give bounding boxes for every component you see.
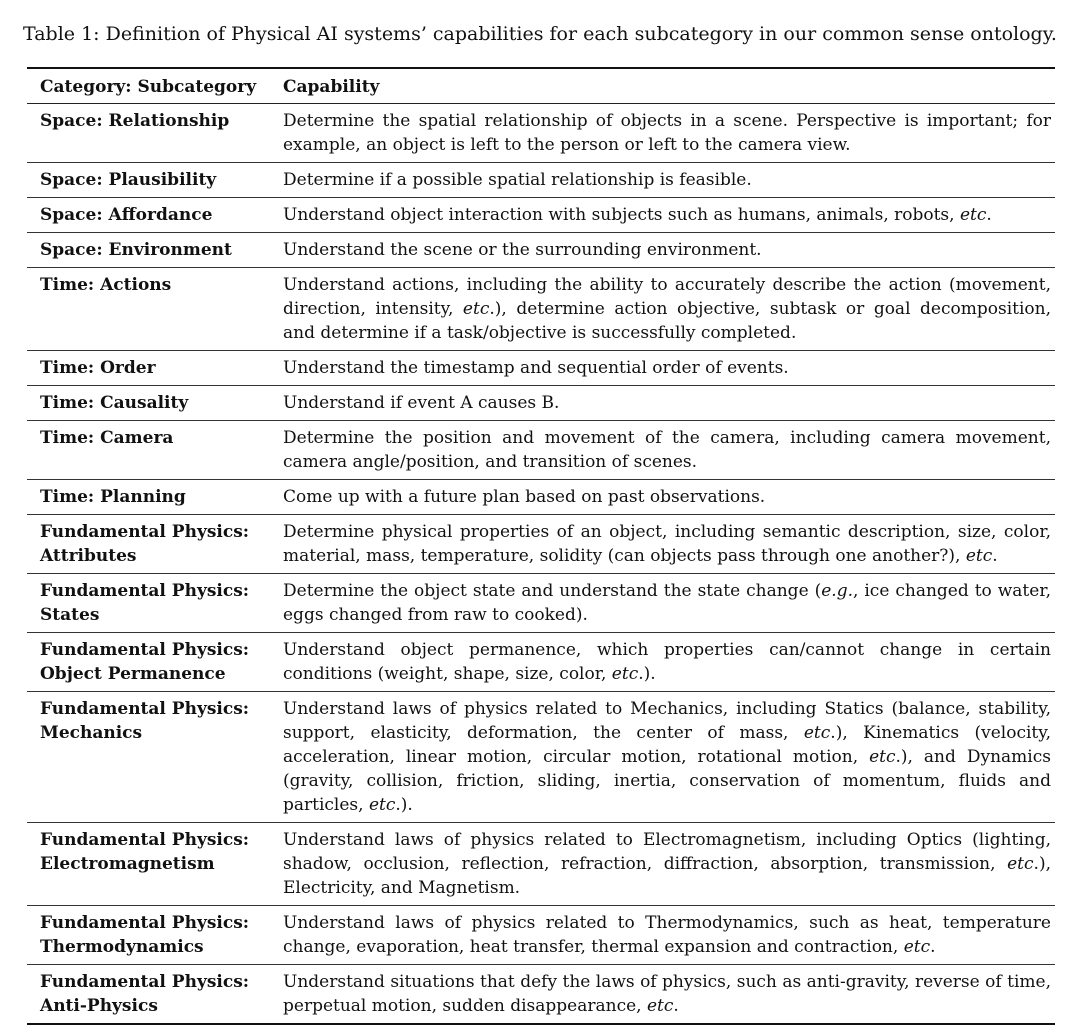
table-row: [27, 386, 1055, 421]
row-category: Time: Causality: [27, 386, 283, 421]
table-row: [27, 823, 1055, 906]
capability-text: Determine the position and movement of the camera, including camera movement, camera angle/position, and transition of scenes.: [283, 428, 1051, 472]
capability-text: Understand object interaction with subjects such as humans, animals, robots,: [283, 205, 960, 225]
row-category: Fundamental Physics: Attributes: [27, 515, 283, 574]
row-capability: [283, 351, 1055, 386]
capability-text: Determine the object state and understand the state change (: [283, 581, 822, 601]
table-row: [27, 351, 1055, 386]
table-row: [27, 104, 1055, 163]
table-row: [27, 633, 1055, 692]
capability-text: Understand if event A causes B.: [283, 393, 560, 413]
capability-text: .: [986, 205, 992, 225]
row-capability: [283, 268, 1055, 351]
row-capability: [283, 198, 1055, 233]
row-capability: [283, 574, 1055, 633]
capability-italic-text: etc: [903, 937, 931, 957]
capability-text: .: [992, 546, 998, 566]
table-row: [27, 268, 1055, 351]
capability-text: , ice changed to water, eggs changed from raw to cooked).: [283, 581, 1051, 625]
row-category: Fundamental Physics: Anti-Physics: [27, 965, 283, 1025]
table-row: [27, 198, 1055, 233]
table-row: [27, 906, 1055, 965]
table-row: [27, 233, 1055, 268]
capability-text: Understand situations that defy the laws of physics, such as anti-gravity, reverse of time, perpetual motion, sudden disappearance,: [283, 972, 1051, 1016]
table-row: [27, 574, 1055, 633]
capability-text: Determine the spatial relationship of objects in a scene. Perspective is important; for example, an object is left to the person or left to the camera view.: [283, 111, 1051, 155]
capability-italic-text: etc: [965, 546, 993, 566]
capability-text: Understand laws of physics related to Electromagnetism, including Optics (lighting, shadow, occlusion, reflection, refraction, diffraction, absorption, transmission,: [283, 830, 1051, 874]
row-category: Time: Actions: [27, 268, 283, 351]
row-category: Fundamental Physics: Object Permanence: [27, 633, 283, 692]
capability-text: Understand object permanence, which properties can/cannot change in certain conditions (weight, shape, size, color,: [283, 640, 1051, 684]
row-category: Fundamental Physics: States: [27, 574, 283, 633]
row-category: Space: Relationship: [27, 104, 283, 163]
capability-text: Determine if a possible spatial relationship is feasible.: [283, 170, 752, 190]
row-category: Time: Order: [27, 351, 283, 386]
row-category: Fundamental Physics: Mechanics: [27, 692, 283, 823]
row-capability: [283, 480, 1055, 515]
row-capability: [283, 163, 1055, 198]
capability-text: .: [673, 996, 679, 1016]
row-category: Fundamental Physics: Thermodynamics: [27, 906, 283, 965]
row-category: Space: Environment: [27, 233, 283, 268]
capability-text: Understand actions, including the ability to accurately describe the action (movement, direction, intensity,: [283, 275, 1051, 319]
capability-text: Understand the scene or the surrounding environment.: [283, 240, 762, 260]
capability-text: .).: [395, 795, 413, 815]
table-row: [27, 515, 1055, 574]
table-row: [27, 965, 1055, 1025]
capability-text: .).: [638, 664, 656, 684]
table-header-row: [27, 68, 1055, 104]
capability-text: Understand laws of physics related to Mechanics, including Statics (balance, stability, support, elasticity, deformation, the center of mass,: [283, 699, 1051, 743]
row-capability: [283, 965, 1055, 1025]
capability-italic-text: etc: [368, 795, 396, 815]
table-row: [27, 421, 1055, 480]
capability-text: .), determine action objective, subtask or goal decomposition, and determine if a task/objective is successfully completed.: [283, 299, 1051, 343]
row-category: Space: Plausibility: [27, 163, 283, 198]
row-capability: [283, 233, 1055, 268]
table-row: [27, 480, 1055, 515]
row-capability: [283, 104, 1055, 163]
row-capability: [283, 515, 1055, 574]
row-category: Time: Planning: [27, 480, 283, 515]
table-caption: Table 1: Definition of Physical AI systems’ capabilities for each subcategory in our common sense ontology.: [23, 23, 1057, 45]
capability-italic-text: etc: [869, 747, 896, 767]
capability-italic-text: etc: [611, 664, 639, 684]
row-capability: [283, 633, 1055, 692]
table-row: [27, 163, 1055, 198]
row-category: Time: Camera: [27, 421, 283, 480]
capability-italic-text: etc: [462, 299, 490, 319]
capability-text: Understand laws of physics related to Thermodynamics, such as heat, temperature change, evaporation, heat transfer, thermal expansion and contraction,: [283, 913, 1051, 957]
row-category: Space: Affordance: [27, 198, 283, 233]
row-category: Fundamental Physics: Electromagnetism: [27, 823, 283, 906]
capability-italic-text: etc: [803, 723, 831, 743]
capability-text: .), and Dynamics (gravity, collision, friction, sliding, inertia, conservation of momentum, fluids and particles,: [283, 747, 1051, 815]
capability-text: .: [930, 937, 936, 957]
capability-text: .), Kinematics (velocity, acceleration, linear motion, circular motion, rotational motion,: [283, 723, 1051, 767]
row-capability: [283, 421, 1055, 480]
header-capability: Capability: [283, 68, 1055, 104]
row-capability: [283, 692, 1055, 823]
row-capability: [283, 823, 1055, 906]
capability-text: Come up with a future plan based on past observations.: [283, 487, 766, 507]
table-row: [27, 692, 1055, 823]
capability-text: Understand the timestamp and sequential order of events.: [283, 358, 789, 378]
row-capability: [283, 906, 1055, 965]
capability-text: Determine physical properties of an object, including semantic description, size, color, material, mass, temperature, solidity (can objects pass through one another?),: [283, 522, 1051, 566]
row-capability: [283, 386, 1055, 421]
capability-italic-text: etc: [1007, 854, 1034, 874]
definition-table: [27, 67, 1055, 1025]
capability-italic-text: e.g.: [821, 581, 853, 601]
capability-italic-text: etc: [959, 205, 987, 225]
capability-text: .), Electricity, and Magnetism.: [283, 854, 1051, 898]
capability-italic-text: etc: [646, 996, 674, 1016]
header-category: Category: Subcategory: [27, 68, 283, 104]
table-body: [27, 104, 1055, 1025]
